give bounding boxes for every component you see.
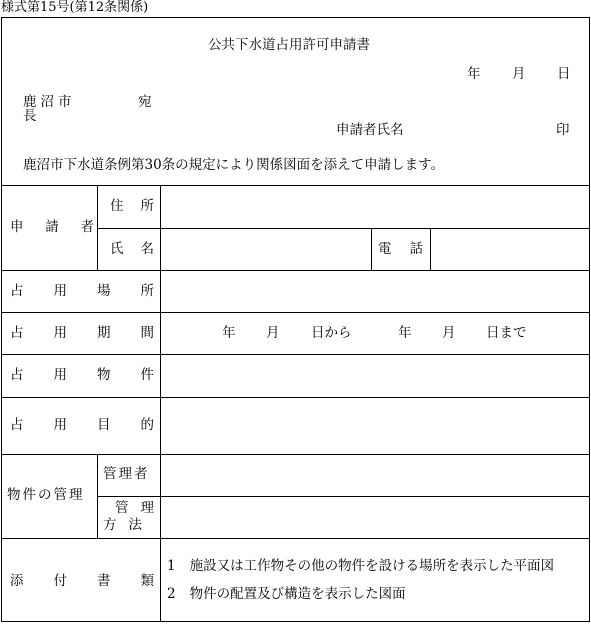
manager-field[interactable] (161, 455, 589, 495)
purpose-label: 占 用 目 的 (10, 417, 154, 433)
object-label: 占 用 物 件 (10, 367, 154, 383)
attachment-item (167, 560, 554, 574)
period-label: 占 用 期 間 (10, 325, 154, 341)
addressee-name: 鹿沼市長 (23, 94, 76, 124)
attachment-text: 物件の配置及び構造を表示した図面 (189, 586, 406, 602)
vline-management (97, 454, 98, 538)
method-field[interactable] (161, 497, 589, 537)
purpose-field[interactable] (161, 398, 589, 453)
date-day-label: 日 (557, 66, 571, 82)
seal-mark: 印 (556, 122, 570, 138)
statement-text: 鹿沼市下水道条例第30条の規定により関係図面を添えて申請します。 (23, 157, 445, 173)
object-field[interactable] (161, 355, 589, 396)
manager-label: 管理者 (103, 466, 150, 482)
period-start-year: 年 (222, 325, 236, 341)
date-month-label: 月 (512, 66, 526, 82)
place-field[interactable] (161, 271, 589, 311)
period-start-month: 月 (266, 325, 280, 341)
attachment-number: 2 (167, 586, 176, 602)
attachments-label: 添 付 書 類 (10, 573, 154, 589)
address-field[interactable] (161, 186, 589, 227)
period-start-day: 日から (311, 325, 352, 341)
divider-place (1, 312, 590, 313)
form-number: 様式第15号(第12条関係) (1, 0, 149, 15)
address-label: 住 所 (110, 198, 154, 214)
period-end-year: 年 (398, 325, 412, 341)
period-end-day: 日まで (486, 325, 527, 341)
addressee-suffix: 宛 (138, 94, 152, 110)
period-end-month: 月 (442, 325, 456, 341)
attachment-text: 施設又は工作物その他の物件を設ける場所を表示した平面図 (189, 558, 555, 574)
applicant-name-label: 申請者氏名 (336, 122, 404, 138)
method-label-line1: 管 理 (115, 500, 154, 516)
date-year-label: 年 (467, 66, 481, 82)
phone-label: 電 話 (378, 241, 423, 257)
vline-applicant (97, 185, 98, 270)
attachment-item (167, 588, 406, 602)
phone-field[interactable] (431, 229, 589, 269)
form-title: 公共下水道占用許可申請書 (208, 37, 370, 53)
management-label: 物件の管理 (7, 487, 85, 503)
vline-phone-left (371, 228, 372, 270)
place-label: 占 用 場 所 (10, 283, 154, 299)
applicant-label: 申 請 者 (10, 219, 94, 235)
name-label: 氏 名 (110, 241, 154, 257)
attachment-number: 1 (167, 558, 176, 574)
method-label-line2: 方 法 (103, 517, 142, 533)
divider-management (1, 538, 590, 539)
applicant-name-field[interactable] (161, 229, 370, 269)
